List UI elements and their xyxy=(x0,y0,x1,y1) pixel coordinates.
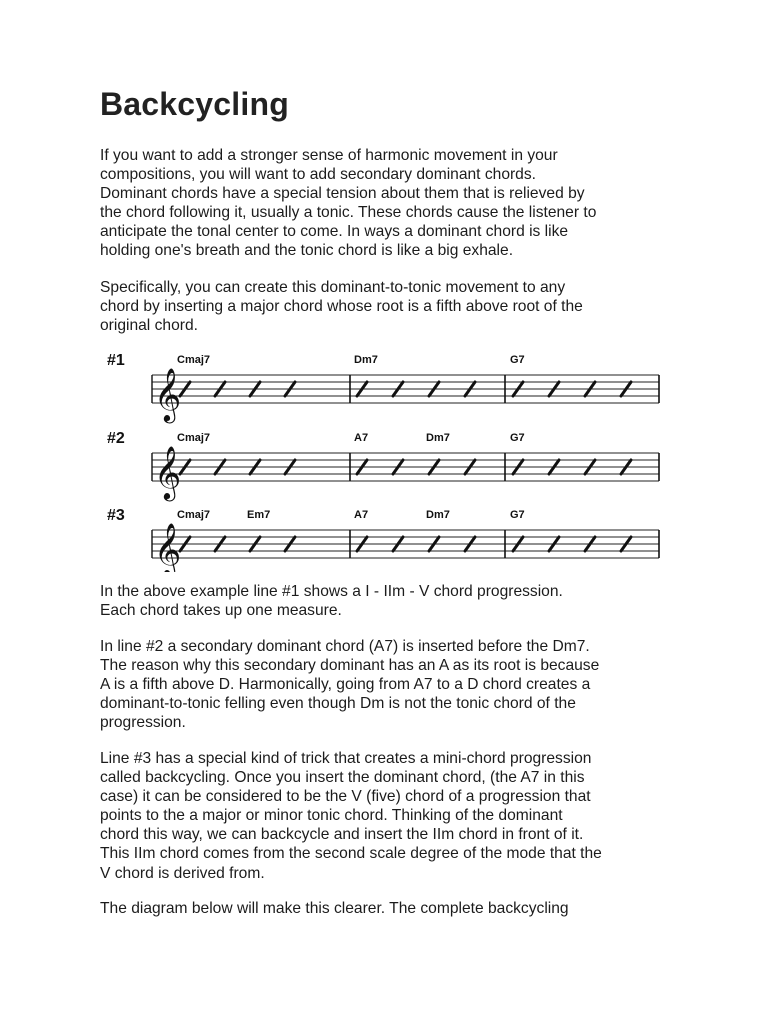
staff-row xyxy=(107,430,659,501)
row-label: #2 xyxy=(107,430,125,447)
text-line: progression. xyxy=(100,714,186,732)
text-line: In the above example line #1 shows a I - IIm - V chord progression. xyxy=(100,583,563,600)
text-line: Each chord takes up one measure. xyxy=(100,602,342,620)
chord-symbol: G7 xyxy=(510,509,525,521)
chord-symbol: Dm7 xyxy=(354,354,378,366)
text-line: anticipate the tonal center to come. In ways a dominant chord is like xyxy=(100,223,569,241)
text-line: This IIm chord comes from the second scale degree of the mode that the xyxy=(100,845,602,863)
treble-clef-icon: 𝄞 xyxy=(154,368,182,420)
text-line: The diagram below will make this clearer. The complete backcycling xyxy=(100,900,569,917)
text-line: The reason why this secondary dominant has an A as its root is because xyxy=(100,657,600,675)
chord-progression-diagram xyxy=(100,346,670,572)
intro-paragraph xyxy=(100,146,680,261)
text-line: case) it can be considered to be the V (five) chord of a progression that xyxy=(100,788,591,806)
row-label: #1 xyxy=(107,352,125,369)
text-line: chord this way, we can backcycle and insert the IIm chord in front of it. xyxy=(100,826,584,844)
text-line: dominant-to-tonic felling even though Dm is not the tonic chord of the xyxy=(100,695,576,713)
chord-symbol: Cmaj7 xyxy=(177,432,211,444)
chord-symbol: G7 xyxy=(510,354,525,366)
specifics-paragraph xyxy=(100,278,680,335)
chord-symbol: Cmaj7 xyxy=(177,509,211,521)
chord-symbol: Dm7 xyxy=(426,432,450,444)
treble-clef-icon: 𝄞 xyxy=(154,446,182,498)
chord-symbol: Em7 xyxy=(247,509,271,521)
text-line: holding one's breath and the tonic chord is like a big exhale. xyxy=(100,242,514,260)
page-title: Backcycling xyxy=(100,86,289,122)
staff-row xyxy=(107,352,659,423)
text-line: A is a fifth above D. Harmonically, going from A7 to a D chord creates a xyxy=(100,676,591,694)
chord-symbol: Cmaj7 xyxy=(177,354,211,366)
text-line: Dominant chords have a special tension about them that is relieved by xyxy=(100,185,585,203)
chord-symbol: A7 xyxy=(354,509,369,521)
text-line: In line #2 a secondary dominant chord (A7) is inserted before the Dm7. xyxy=(100,638,590,655)
line-three-paragraph xyxy=(100,749,680,883)
text-line: chord by inserting a major chord whose root is a fifth above root of the xyxy=(100,298,583,316)
text-line: Specifically, you can create this dominant-to-tonic movement to any xyxy=(100,279,566,296)
staff-row xyxy=(107,507,659,572)
treble-clef-icon: 𝄞 xyxy=(154,523,182,572)
example-explanation-paragraph xyxy=(100,582,680,620)
text-line: the chord following it, usually a tonic. These chords cause the listener to xyxy=(100,204,597,222)
text-line: If you want to add a stronger sense of harmonic movement in your xyxy=(100,147,558,164)
row-label: #3 xyxy=(107,507,125,524)
text-line: original chord. xyxy=(100,317,198,335)
text-line: Line #3 has a special kind of trick that creates a mini-chord progression xyxy=(100,750,592,767)
text-line: V chord is derived from. xyxy=(100,864,265,882)
line-two-paragraph xyxy=(100,637,680,732)
chord-symbol: G7 xyxy=(510,432,525,444)
text-line: points to the a major or minor tonic chord. Thinking of the dominant xyxy=(100,807,563,825)
text-line: compositions, you will want to add secondary dominant chords. xyxy=(100,166,536,184)
text-line: called backcycling. Once you insert the dominant chord, (the A7 in this xyxy=(100,769,585,787)
diagram-intro-paragraph xyxy=(100,899,680,918)
chord-progression-figure xyxy=(100,346,670,572)
chord-symbol: Dm7 xyxy=(426,509,450,521)
chord-symbol: A7 xyxy=(354,432,369,444)
